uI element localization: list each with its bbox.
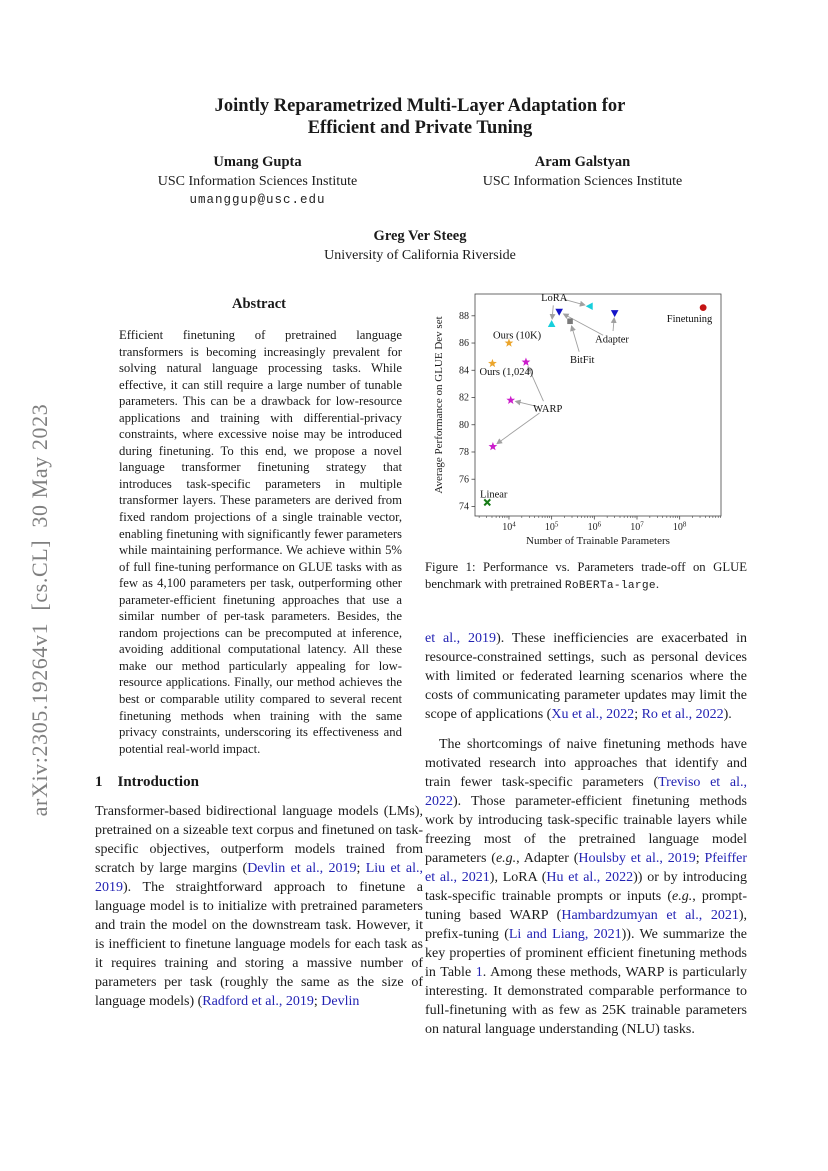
text-segment: ). Those parameter-efficient finetuning methods work by introducing task-specific trainable layers while freezing most of the pretrained language model parameters (: [425, 794, 747, 866]
text-segment: ), prefix-tuning (: [425, 908, 747, 942]
text-segment: . Among these methods, WARP is particularly interesting. It demonstrated comparable performance to full-finetuning with as few as 25K trainable parameters on natural language understanding (NLU) tasks.: [425, 965, 748, 1037]
svg-text:78: 78: [459, 447, 469, 459]
text-segment: , Adapter (: [516, 851, 579, 866]
svg-text:82: 82: [459, 392, 469, 404]
citation-link[interactable]: Treviso et al., 2022: [425, 775, 747, 809]
svg-text:106: $10^6$: [587, 520, 602, 533]
svg-text:107: $10^7$: [630, 520, 644, 533]
figure1-chart: [431, 288, 731, 550]
text-segment: .: [655, 577, 659, 591]
text-segment: )) or by introducing task-specific trainable prompts or inputs (: [425, 870, 747, 904]
citation-link[interactable]: Ro et al., 2022: [641, 707, 724, 722]
text-segment: ).: [723, 707, 732, 722]
paper-title-line1: Jointly Reparametrized Multi-Layer Adaptation for: [214, 96, 626, 116]
intro-paragraph-left: [95, 802, 423, 1011]
text-segment: ;: [695, 851, 705, 866]
citation-link[interactable]: Devlin et al., 2019: [247, 861, 357, 877]
svg-text:80: 80: [459, 419, 469, 431]
section-1-title: Introduction: [117, 774, 199, 791]
authors-row: [95, 153, 745, 209]
section-1-heading: [95, 774, 423, 791]
svg-text:Number of Trainable Parameters: Number of Trainable Parameters: [526, 535, 670, 547]
svg-text:Linear: Linear: [480, 489, 508, 501]
text-segment: The shortcomings of naive finetuning methods have motivated research into approaches that identify and train fewer task-specific parameters (: [425, 737, 747, 790]
arxiv-watermark: arXiv:2305.19264v1 [cs.CL] 30 May 2023: [27, 403, 52, 817]
citation-link[interactable]: Li and Liang, 2021: [508, 927, 622, 942]
author-2-name: Aram Galstyan: [534, 154, 631, 170]
svg-text:WARP: WARP: [533, 403, 563, 415]
section-1-number: 1: [95, 774, 103, 791]
paper-header: [95, 96, 745, 265]
author-3-name: Greg Ver Steeg: [373, 228, 467, 244]
abstract-text: Efficient finetuning of pretrained language transformers is becoming increasingly prevalent for solving natural language processing tasks. While effective, it can still require a large number of tunable parameters. This can be a drawback for low-resource applications and training with differential-privacy constraints, where excessive noise may be introduced during finetuning. To this end, we propose a novel language transformer finetuning strategy that introduces task-specific parameters in multiple transformer layers. These parameters are derived from fixed random projections of a single trainable vector, enabling finetuning with significantly fewer parameters while maintaining performance. We achieve within 5% of full fine-tuning performance on GLUE tasks with as few as 4,100 parameters per task, outperforming other parameter-efficient finetuning approaches that use a similar number of per-task parameters. Besides, the random projections can be precomputed at inference, avoiding additional computational latency. All these make our method particularly appealing for low-resource applications. Finally, our method achieves the best or comparable utility compared to several recent finetuning methods when training with the same privacy constraints, underscoring its effectiveness and potential real-world impact.: [119, 328, 402, 756]
citation-link[interactable]: Xu et al., 2022: [551, 707, 635, 722]
svg-text:Ours (10K): Ours (10K): [493, 330, 542, 342]
svg-text:Average Performance on GLUE De: Average Performance on GLUE Dev set: [433, 316, 445, 494]
citation-link[interactable]: Hu et al., 2022: [546, 870, 634, 885]
text-segment: ), LoRA (: [489, 870, 547, 885]
text-segment: RoBERTa-large: [564, 580, 656, 592]
paper-title-line2: Efficient and Private Tuning: [307, 117, 533, 138]
citation-link[interactable]: Devlin: [321, 994, 360, 1010]
svg-text:76: 76: [459, 474, 469, 486]
citation-link[interactable]: Houlsby et al., 2019: [578, 851, 696, 866]
svg-text:86: 86: [459, 338, 469, 350]
text-segment: ). These inefficiencies are exacerbated in resource-constrained settings, such as personal devices with limited or federated learning scenarios where the costs of communicating parameter updates may limit the scope of applications (: [425, 631, 747, 722]
author-3-affiliation: University of California Riverside: [324, 248, 516, 263]
text-segment: e.g.: [495, 851, 517, 866]
author-1: [95, 153, 420, 209]
intro-paragraph-right-1: [425, 629, 747, 724]
svg-text:105: $10^5$: [544, 520, 559, 533]
svg-text:108: $10^8$: [672, 520, 687, 533]
svg-text:BitFit: BitFit: [569, 354, 595, 366]
author-1-email: umanggup@usc.edu: [189, 193, 326, 207]
figure-1: [425, 288, 747, 595]
text-segment: ;: [356, 861, 366, 877]
svg-text:74: 74: [459, 501, 469, 513]
author-1-name: Umang Gupta: [213, 154, 302, 170]
svg-text:Ours (1,024): Ours (1,024): [479, 367, 534, 379]
text-segment: )). We summarize the key properties of prominent efficient finetuning methods in Table: [425, 927, 748, 980]
paper-title: [95, 96, 745, 139]
text-segment: ;: [634, 707, 642, 722]
text-segment: Transformer-based bidirectional language models (LMs), pretrained on a sizeable text corpus and finetuned on task-specific objectives, outperform models trained from scratch by large margins (: [95, 804, 423, 877]
citation-link[interactable]: 1: [475, 965, 483, 980]
figure1-caption: [425, 559, 747, 595]
author-2: [420, 153, 745, 209]
text-segment: ). The straightforward approach to finetune a language model is to initialize with pretrained parameters and train the model on the downstream task. However, it is inefficient to finetune language models for each task as it requires training and storing a massive number of parameters per task (roughly the same as the size of language models) (: [95, 880, 423, 1010]
intro-paragraph-right-2: [425, 735, 747, 1039]
svg-text:84: 84: [459, 365, 469, 377]
left-column: [95, 290, 423, 1011]
citation-link[interactable]: Hambardzumyan et al., 2021: [561, 908, 739, 923]
abstract-heading: Abstract: [232, 296, 286, 312]
svg-text:88: 88: [459, 310, 469, 322]
citation-link[interactable]: Liu et al., 2019: [95, 861, 424, 896]
text-segment: ;: [313, 994, 322, 1010]
figure-text-gap: [425, 595, 747, 629]
right-column: [425, 288, 747, 1039]
text-segment: Figure 1: Performance vs. Parameters trade-off on GLUE benchmark with pretrained: [425, 560, 747, 591]
svg-text:Finetuning: Finetuning: [666, 314, 713, 326]
citation-link[interactable]: et al., 2019: [425, 631, 497, 646]
citation-link[interactable]: Pfeiffer et al., 2021: [425, 851, 748, 885]
svg-text:104: $10^4$: [502, 520, 516, 533]
author-1-affiliation: USC Information Sciences Institute: [157, 174, 358, 189]
svg-text:Adapter: Adapter: [595, 334, 629, 346]
text-segment: , prompt-tuning based WARP (: [425, 889, 747, 923]
svg-text:LoRA: LoRA: [541, 292, 568, 304]
text-segment: e.g.: [672, 889, 693, 904]
citation-link[interactable]: Radford et al., 2019: [202, 994, 314, 1010]
author-3: [95, 227, 745, 265]
author-2-affiliation: USC Information Sciences Institute: [482, 174, 683, 189]
